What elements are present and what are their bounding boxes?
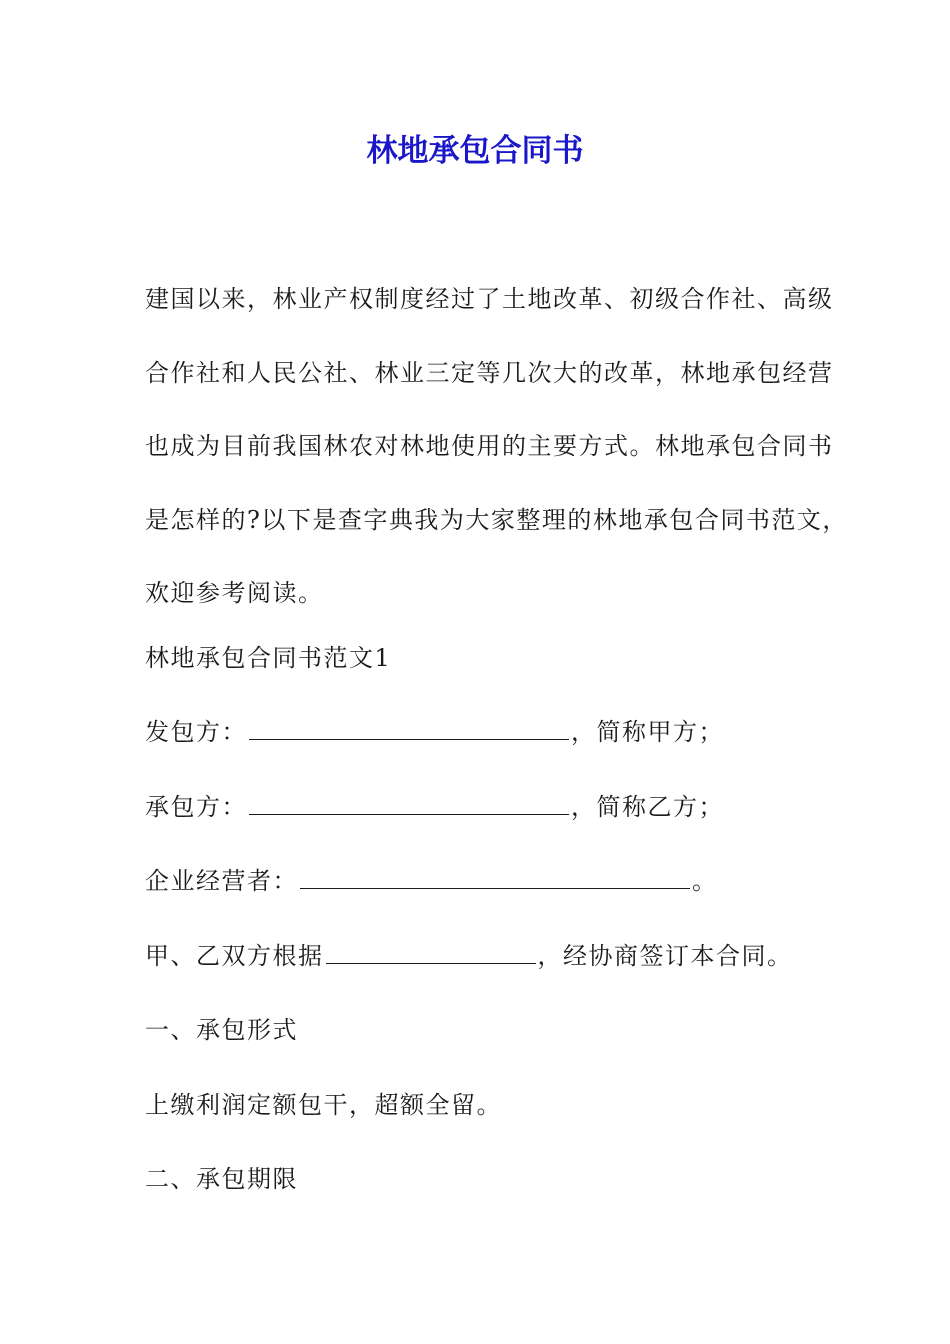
basis-suffix: ，经协商签订本合同。 xyxy=(537,942,793,970)
intro-paragraph xyxy=(145,263,848,631)
contractee-blank xyxy=(249,790,569,815)
operator-blank xyxy=(300,864,690,889)
contractor-label: 发包方： xyxy=(145,718,247,746)
clause1-heading: 一、承包形式 xyxy=(145,1016,298,1044)
intro-line: 是怎样的?以下是查字典我为大家整理的林地承包合同书范文， xyxy=(145,505,848,534)
operator-label: 企业经营者： xyxy=(145,867,298,895)
contractee-suffix: ，简称乙方； xyxy=(571,793,724,821)
operator-suffix: 。 xyxy=(692,867,718,895)
contractor-suffix: ，简称甲方； xyxy=(571,718,724,746)
document-title: 林地承包合同书 xyxy=(366,133,584,169)
contractee-line xyxy=(145,789,724,825)
clause1-body: 上缴利润定额包干，超额全留。 xyxy=(145,1091,502,1119)
intro-line: 合作社和人民公社、林业三定等几次大的改革，林地承包经营 xyxy=(145,358,834,387)
contractor-blank xyxy=(249,715,569,740)
intro-line: 欢迎参考阅读。 xyxy=(145,579,324,607)
clause2-heading: 二、承包期限 xyxy=(145,1165,298,1193)
intro-line: 也成为目前我国林农对林地使用的主要方式。林地承包合同书 xyxy=(145,432,834,460)
contractor-line xyxy=(145,714,724,750)
operator-line xyxy=(145,863,718,899)
basis-line xyxy=(145,938,793,974)
basis-prefix: 甲、乙双方根据 xyxy=(145,942,324,970)
basis-blank xyxy=(326,939,536,964)
section-heading: 林地承包合同书范文1 xyxy=(145,644,392,672)
intro-line: 建国以来，林业产权制度经过了土地改革、初级合作社、高级 xyxy=(145,285,834,313)
contractee-label: 承包方： xyxy=(145,793,247,821)
